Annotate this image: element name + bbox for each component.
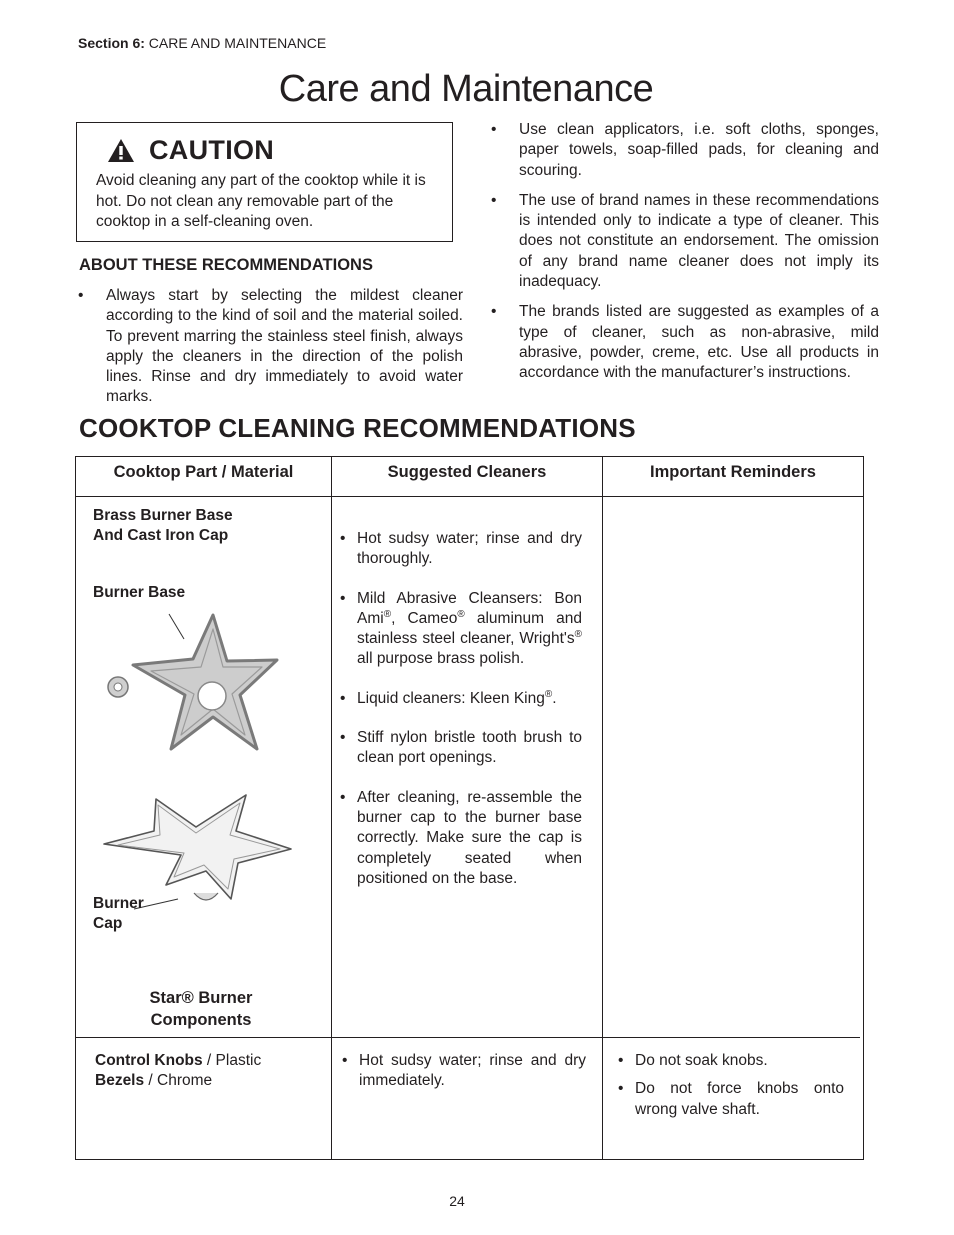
about-heading: ABOUT THESE RECOMMENDATIONS: [79, 256, 373, 274]
list-item: • Hot sudsy water; rinse and dry immediately.: [342, 1051, 586, 1092]
page-number: 24: [449, 1193, 465, 1209]
column-header-part: Cooktop Part / Material: [113, 463, 294, 481]
part-bold: Control Knobs: [95, 1052, 203, 1069]
cap-label-line: Cap: [93, 915, 123, 933]
burner-cap-label: [93, 894, 144, 935]
caution-title: CAUTION: [149, 135, 275, 165]
registered-mark: ®: [574, 629, 582, 641]
part-line: [95, 1051, 261, 1071]
warning-triangle-icon: [107, 138, 135, 163]
list-item: • Do not soak knobs.: [618, 1051, 844, 1071]
registered-mark: ®: [544, 688, 553, 700]
list-item: • Hot sudsy water; rinse and dry thoroughly.: [340, 529, 582, 570]
text-span: all purpose brass polish.: [357, 650, 525, 668]
list-item: [340, 589, 582, 670]
part-line: Brass Burner Base: [93, 507, 233, 524]
row2-reminders-list: [618, 1051, 844, 1128]
control-knobs-part: [95, 1051, 261, 1092]
list-item: • Stiff nylon bristle tooth brush to clean port openings.: [340, 728, 582, 769]
column-header-reminders: Important Reminders: [650, 463, 816, 481]
cooktop-heading: COOKTOP CLEANING RECOMMENDATIONS: [79, 413, 636, 443]
text-span: Mild Abrasive Cleansers: Bon Ami: [357, 589, 582, 627]
about-left-list: [78, 286, 463, 418]
page-title: Care and Maintenance: [278, 68, 654, 110]
cleaning-table: [75, 456, 864, 1160]
list-item: • After cleaning, re-assemble the burner cap to the burner base correctly. Make sure the cap is completely seated when positioned on the base.: [340, 788, 582, 889]
list-item: • Do not force knobs onto wrong valve shaft.: [618, 1079, 844, 1120]
section-name: CARE AND MAINTENANCE: [148, 35, 327, 51]
list-item: • The brands listed are suggested as examples of a type of cleaner, such as non-abrasive, mild abrasive, powder, creme, etc. Use all products in accordance with the manufacturer’s instructions.: [491, 302, 879, 383]
caption-line: Components: [150, 1011, 252, 1029]
section-label: Section 6:: [78, 35, 145, 51]
row-divider: [76, 1037, 860, 1038]
caution-text: Avoid cleaning any part of the cooktop while it is hot. Do not clean any removable part of the cooktop in a self-cleaning oven.: [96, 172, 426, 230]
burner-base-label: Burner Base: [93, 584, 186, 601]
part-line: [95, 1071, 261, 1091]
part-bold: Bezels: [95, 1072, 145, 1090]
row1-cleaners-list: [340, 529, 582, 908]
caption-line: Star® Burner: [149, 989, 253, 1007]
column-divider: [331, 457, 332, 1159]
header-divider: [76, 496, 863, 497]
part-rest: / Plastic: [202, 1052, 262, 1069]
about-right-list: [491, 120, 879, 394]
part-line: And Cast Iron Cap: [93, 527, 229, 545]
figure-caption: [76, 987, 326, 1031]
text-span: , Cameo: [391, 609, 458, 627]
list-item: • Use clean applicators, i.e. soft cloths, sponges, paper towels, soap-filled pads, for cleaning and scouring.: [491, 120, 879, 181]
list-item: [340, 689, 582, 709]
part-rest: / Chrome: [144, 1072, 213, 1090]
text-span: .: [552, 689, 557, 707]
column-divider: [602, 457, 603, 1159]
caution-heading: [107, 135, 274, 166]
burner-base-illustration: [101, 599, 311, 784]
list-item: • Always start by selecting the mildest cleaner according to the kind of soil and the material soiled. To prevent marring the stainless steel finish, always apply the cleaners in the direction of the polish lines. Rinse and dry immediately to avoid water marks.: [78, 286, 463, 408]
text-span: aluminum and stainless steel cleaner, Wright's: [357, 609, 582, 648]
row2-cleaners-list: [342, 1051, 586, 1100]
part-name: [93, 506, 233, 547]
caution-box: [76, 122, 453, 242]
text-span: Liquid cleaners: Kleen King: [357, 689, 545, 707]
column-header-cleaners: Suggested Cleaners: [387, 463, 547, 481]
section-header: [78, 35, 326, 51]
registered-mark: ®: [383, 608, 392, 620]
registered-mark: ®: [457, 608, 465, 620]
cap-label-line: Burner: [93, 895, 144, 912]
list-item: • The use of brand names in these recommendations is intended only to indicate a type of cleaner. This does not constitute an endorsement. The omission of any brand name cleaner does not imply its inadequacy.: [491, 191, 879, 292]
